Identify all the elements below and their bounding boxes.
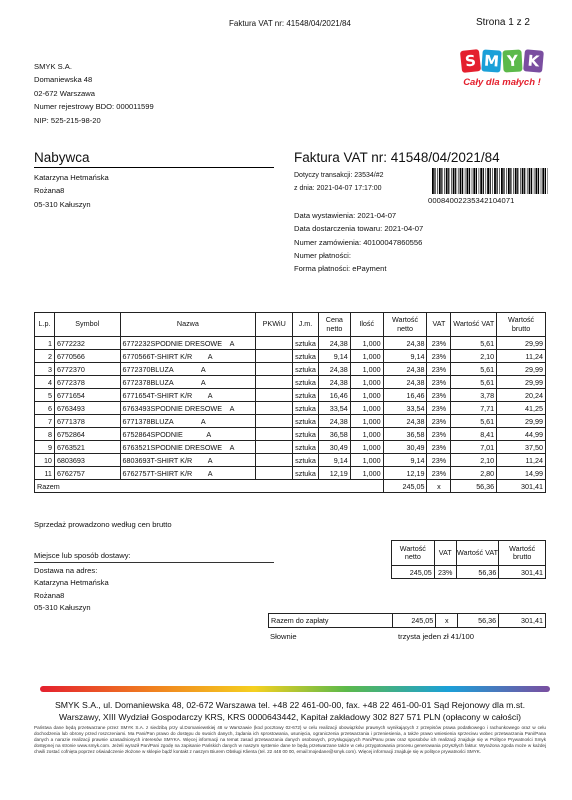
table-row (35, 454, 546, 467)
cell-unit-price: 16,46 (318, 389, 350, 402)
order-number: Numer zamówienia: 40100047860556 (294, 237, 423, 247)
items-total-net: 245,05 (383, 480, 427, 493)
cell-symbol: 6752864 (54, 428, 120, 441)
cell-gross-value: 20,24 (497, 389, 546, 402)
cell-gross-value: 37,50 (497, 441, 546, 454)
cell-unit-price: 30,49 (318, 441, 350, 454)
items-header-cell: Wartość brutto (497, 313, 546, 337)
cell-vat-value: 7,71 (451, 402, 497, 415)
cell-pkwiu (256, 402, 293, 415)
barcode-bar (499, 168, 500, 194)
invoice-title: Faktura VAT nr: 41548/04/2021/84 (294, 150, 500, 165)
barcode-bar (487, 168, 489, 194)
items-header-row (35, 313, 546, 337)
items-header-cell: J.m. (293, 313, 319, 337)
vat-summary-table (391, 540, 546, 579)
table-row (35, 363, 546, 376)
barcode-bar (462, 168, 463, 194)
table-row (35, 428, 546, 441)
cell-vat-rate: 23% (427, 415, 451, 428)
cell-unit-price: 9,14 (318, 454, 350, 467)
barcode-bar (506, 168, 507, 194)
privacy-fine-print: Państwa dane będą przetwarzane przez SMYK S.A. z siedzibą przy ul.Domaniewskiej 48 w Warszawie (kod pocztowy 02-672) w celu realizacji obowiązków prawnych wynikających z przepisów prawa podatkowego i rachunkowego oraz w celu dochodzenia lub obrony przed roszczeniami. Ma Pani/Pan prawo do dostępu do swoich danych, żądania ich sprostowania, usunięcia, ograniczenia przetwarzania i przeniesienia, a także prawo wniesienia sprzeciwu wobec przetwarzania Pani/Pana danych a narazie realizacji prawnie uzasadnionych interesów SMYKA. Więcej informacji na temat zasad przetwarzania danych osobowych, przysługujących Pani/Panu praw oraz sposobów ich realizacji znajduje się w Polityce Prywatności Smyk dostępnej na stronie www.smyk.com. Jeżeli wyraził Pan/Pani zgodę na zapisanie Pańskich danych w naszym systemie dane te będą przetwarzane także w celu przygotowania procesu generowania przyszłych faktur. Wyrażona zgoda może w każdej chwili zostać cofnięta poprzez oświadczenie złożone w sklepie bądź kontakt z naszym Biurem Obsługi Klienta (tel. 22 448 00 00, email:mojedane@smyk.com). Więcej informacji znajduje się w polityce prywatności SMYK. (34, 725, 546, 754)
barcode-bar (522, 168, 524, 194)
cell-net-value: 30,49 (383, 441, 427, 454)
barcode-bar (492, 168, 493, 194)
cell-unit: sztuka (293, 350, 319, 363)
cell-net-value: 16,46 (383, 389, 427, 402)
cell-net-value: 9,14 (383, 350, 427, 363)
cell-pkwiu (256, 415, 293, 428)
cell-net-value: 33,54 (383, 402, 427, 415)
page-indicator: Strona 1 z 2 (476, 17, 530, 28)
cell-quantity: 1,000 (350, 415, 383, 428)
barcode-bar (494, 168, 496, 194)
cell-vat-rate: 23% (427, 428, 451, 441)
invoice-transaction-block (294, 170, 384, 195)
cell-net-value: 24,38 (383, 376, 427, 389)
items-header-cell: PKWiU (256, 313, 293, 337)
cell-symbol: 6772370 (54, 363, 120, 376)
barcode-bar (536, 168, 538, 194)
items-header-cell: Wartość netto (383, 313, 427, 337)
items-total-vat: x (427, 480, 451, 493)
cell-unit: sztuka (293, 376, 319, 389)
items-total-vat-value: 56,36 (451, 480, 497, 493)
sales-note: Sprzedaż prowadzono według cen brutto (34, 520, 172, 529)
cell-gross-value: 11,24 (497, 454, 546, 467)
barcode-bar (545, 168, 546, 194)
cell-unit-price: 24,38 (318, 376, 350, 389)
cell-product-name: 6771654T-SHIRT K/R A (120, 389, 256, 402)
payment-method: Forma płatności: ePayment (294, 264, 387, 274)
buyer-block (34, 171, 109, 211)
cell-row-number: 3 (35, 363, 55, 376)
table-row (35, 402, 546, 415)
items-header-cell: Nazwa (120, 313, 256, 337)
logo-letter-s: S (460, 49, 481, 73)
delivery-street: Rożana8 (34, 590, 65, 600)
cell-gross-value: 44,99 (497, 428, 546, 441)
invoice-details (294, 209, 423, 275)
items-header-cell: VAT (427, 313, 451, 337)
barcode-bar (465, 168, 466, 194)
barcode-bar (510, 168, 511, 194)
buyer-title: Nabywca (34, 150, 90, 165)
logo-letter-y: Y (502, 50, 522, 73)
barcode-bar (524, 168, 525, 194)
delivery-city: 05-310 Kałuszyn (34, 602, 91, 612)
cell-pkwiu (256, 350, 293, 363)
cell-vat-rate: 23% (427, 467, 451, 480)
delivery-method: Dostawa na adres: (34, 566, 98, 575)
items-header-cell: L.p. (35, 313, 55, 337)
barcode-bar (448, 168, 449, 194)
table-row (35, 350, 546, 363)
cell-vat-value: 5,61 (451, 337, 497, 350)
table-row (35, 337, 546, 350)
cell-pkwiu (256, 467, 293, 480)
cell-product-name: 6763493SPODNIE DRESOWE A (120, 402, 256, 415)
cell-row-number: 7 (35, 415, 55, 428)
barcode-bar (444, 168, 445, 194)
items-header-cell: Ilość (350, 313, 383, 337)
table-row (35, 415, 546, 428)
cell-product-name: 6772370BLUZA A (120, 363, 256, 376)
vat-summary-net: 245,05 (392, 566, 435, 579)
barcode-bar (432, 168, 434, 194)
barcode-bar (486, 168, 487, 194)
cell-vat-value: 2,80 (451, 467, 497, 480)
issue-date: Data wystawienia: 2021-04-07 (294, 211, 397, 220)
barcode-bar (479, 168, 480, 194)
payment-total-gross: 301,41 (499, 614, 546, 628)
cell-net-value: 24,38 (383, 363, 427, 376)
cell-quantity: 1,000 (350, 389, 383, 402)
cell-row-number: 10 (35, 454, 55, 467)
cell-row-number: 2 (35, 350, 55, 363)
cell-symbol: 6762757 (54, 467, 120, 480)
barcode-bar (517, 168, 518, 194)
cell-symbol: 6803693 (54, 454, 120, 467)
items-table (34, 312, 546, 493)
cell-gross-value: 11,24 (497, 350, 546, 363)
cell-vat-rate: 23% (427, 337, 451, 350)
barcode (432, 168, 548, 194)
barcode-bar (497, 168, 498, 194)
cell-vat-rate: 23% (427, 389, 451, 402)
smyk-logo (452, 50, 552, 100)
cell-quantity: 1,000 (350, 337, 383, 350)
cell-gross-value: 29,99 (497, 415, 546, 428)
cell-vat-value: 2,10 (451, 350, 497, 363)
items-header-cell: Symbol (54, 313, 120, 337)
payment-total-vat-value: 56,36 (458, 614, 499, 628)
barcode-bar (501, 168, 503, 194)
cell-pkwiu (256, 454, 293, 467)
barcode-bar (472, 168, 473, 194)
cell-symbol: 6763521 (54, 441, 120, 454)
barcode-bar (451, 168, 452, 194)
vat-summary-gross: 301,41 (499, 566, 546, 579)
cell-gross-value: 29,99 (497, 376, 546, 389)
cell-net-value: 36,58 (383, 428, 427, 441)
logo-tagline: Cały dla małych ! (463, 77, 541, 88)
cell-unit-price: 12,19 (318, 467, 350, 480)
cell-gross-value: 29,99 (497, 337, 546, 350)
cell-vat-rate: 23% (427, 402, 451, 415)
cell-row-number: 5 (35, 389, 55, 402)
barcode-bar (467, 168, 469, 194)
cell-quantity: 1,000 (350, 350, 383, 363)
cell-unit: sztuka (293, 389, 319, 402)
seller-city: 02-672 Warszawa (34, 88, 95, 98)
cell-symbol: 6771378 (54, 415, 120, 428)
cell-product-name: 6752864SPODNIE A (120, 428, 256, 441)
color-stripe (40, 686, 550, 692)
cell-vat-rate: 23% (427, 454, 451, 467)
items-total-row (35, 480, 546, 493)
items-header-cell: Cena netto (318, 313, 350, 337)
payment-total-row (269, 614, 546, 628)
cell-unit-price: 24,38 (318, 415, 350, 428)
barcode-bar (473, 168, 475, 194)
table-row (35, 441, 546, 454)
delivery-date: Data dostarczenia towaru: 2021-04-07 (294, 224, 424, 234)
cell-pkwiu (256, 376, 293, 389)
barcode-bar (542, 168, 544, 194)
seller-name: SMYK S.A. (34, 62, 72, 71)
items-total-gross: 301,41 (497, 480, 546, 493)
seller-nip: NIP: 525-215-98-20 (34, 115, 101, 125)
barcode-bar (531, 168, 532, 194)
barcode-bar (441, 168, 442, 194)
barcode-bar (529, 168, 531, 194)
cell-gross-value: 41,25 (497, 402, 546, 415)
barcode-bar (515, 168, 517, 194)
delivery-divider (34, 562, 274, 563)
cell-net-value: 24,38 (383, 415, 427, 428)
cell-vat-value: 5,61 (451, 415, 497, 428)
cell-vat-rate: 23% (427, 350, 451, 363)
cell-quantity: 1,000 (350, 441, 383, 454)
payment-number: Numer płatności: (294, 250, 351, 260)
cell-pkwiu (256, 337, 293, 350)
cell-product-name: 6772378BLUZA A (120, 376, 256, 389)
cell-net-value: 9,14 (383, 454, 427, 467)
cell-unit-price: 24,38 (318, 337, 350, 350)
cell-net-value: 24,38 (383, 337, 427, 350)
barcode-bar (476, 168, 477, 194)
seller-bdo: Numer rejestrowy BDO: 000011599 (34, 102, 154, 112)
vat-summary-header-row (392, 541, 546, 566)
buyer-street: Rożana8 (34, 186, 65, 196)
items-total-label: Razem (35, 480, 384, 493)
cell-vat-value: 8,41 (451, 428, 497, 441)
barcode-bar (490, 168, 491, 194)
barcode-bar (455, 168, 456, 194)
vat-summary-row (392, 566, 546, 579)
cell-product-name: 6772232SPODNIE DRESOWE A (120, 337, 256, 350)
cell-net-value: 12,19 (383, 467, 427, 480)
header-invoice-title: Faktura VAT nr: 41548/04/2021/84 (229, 19, 351, 28)
amount-in-words: trzysta jeden zł 41/100 (398, 632, 474, 641)
barcode-bar (513, 168, 514, 194)
barcode-bar (460, 168, 462, 194)
cell-symbol: 6771654 (54, 389, 120, 402)
barcode-bar (541, 168, 542, 194)
delivery-block (34, 565, 109, 614)
cell-unit: sztuka (293, 402, 319, 415)
company-footer (34, 700, 546, 723)
cell-vat-value: 3,78 (451, 389, 497, 402)
cell-product-name: 6763521SPODNIE DRESOWE A (120, 441, 256, 454)
payment-total-vat: x (436, 614, 458, 628)
barcode-bar (483, 168, 484, 194)
cell-row-number: 9 (35, 441, 55, 454)
cell-unit: sztuka (293, 337, 319, 350)
amount-in-words-label: Słownie (270, 632, 297, 641)
cell-quantity: 1,000 (350, 363, 383, 376)
vat-summary-rate: 23% (434, 566, 456, 579)
barcode-bar (480, 168, 482, 194)
barcode-bar (469, 168, 470, 194)
barcode-bar (527, 168, 528, 194)
cell-gross-value: 14,99 (497, 467, 546, 480)
logo-letter-m: M (481, 49, 501, 72)
cell-row-number: 11 (35, 467, 55, 480)
barcode-bar (520, 168, 521, 194)
cell-unit: sztuka (293, 415, 319, 428)
delivery-title: Miejsce lub sposób dostawy: (34, 551, 131, 560)
vat-summary-vat: 56,36 (456, 566, 499, 579)
cell-symbol: 6772378 (54, 376, 120, 389)
cell-unit-price: 9,14 (318, 350, 350, 363)
cell-pkwiu (256, 363, 293, 376)
cell-unit-price: 24,38 (318, 363, 350, 376)
seller-block (34, 60, 154, 127)
payment-total-net: 245,05 (393, 614, 436, 628)
cell-symbol: 6772232 (54, 337, 120, 350)
footer-line-1: SMYK S.A., ul. Domaniewska 48, 02-672 Warszawa tel. +48 22 461-00-00, fax. +48 22 461-00-01 Sąd Rejonowy dla m.st. (54, 700, 526, 710)
cell-vat-value: 5,61 (451, 363, 497, 376)
vat-summary-header: Wartość netto (392, 541, 435, 566)
barcode-bar (508, 168, 510, 194)
barcode-bar (458, 168, 459, 194)
items-header-cell: Wartość VAT (451, 313, 497, 337)
cell-row-number: 1 (35, 337, 55, 350)
cell-quantity: 1,000 (350, 376, 383, 389)
cell-quantity: 1,000 (350, 454, 383, 467)
cell-unit: sztuka (293, 441, 319, 454)
barcode-bar (434, 168, 435, 194)
buyer-city: 05-310 Kałuszyn (34, 199, 91, 209)
cell-unit-price: 36,58 (318, 428, 350, 441)
cell-symbol: 6763493 (54, 402, 120, 415)
seller-street: Domaniewska 48 (34, 75, 93, 85)
vat-summary-header: VAT (434, 541, 456, 566)
cell-unit: sztuka (293, 428, 319, 441)
cell-product-name: 6803693T-SHIRT K/R A (120, 454, 256, 467)
cell-product-name: 6770566T-SHIRT K/R A (120, 350, 256, 363)
payment-total-table (268, 613, 546, 628)
cell-unit-price: 33,54 (318, 402, 350, 415)
cell-unit: sztuka (293, 467, 319, 480)
cell-pkwiu (256, 441, 293, 454)
cell-row-number: 6 (35, 402, 55, 415)
logo-letter-k: K (523, 49, 544, 73)
cell-pkwiu (256, 389, 293, 402)
cell-quantity: 1,000 (350, 402, 383, 415)
vat-summary-header: Wartość VAT (456, 541, 499, 566)
invoice-transaction: Dotyczy transakcji: 23534/#2 (294, 172, 384, 179)
cell-vat-value: 5,61 (451, 376, 497, 389)
cell-product-name: 6771378BLUZA A (120, 415, 256, 428)
table-row (35, 467, 546, 480)
cell-unit: sztuka (293, 454, 319, 467)
table-row (35, 389, 546, 402)
barcode-bar (534, 168, 535, 194)
cell-vat-rate: 23% (427, 376, 451, 389)
table-row (35, 376, 546, 389)
cell-product-name: 6762757T-SHIRT K/R A (120, 467, 256, 480)
cell-row-number: 8 (35, 428, 55, 441)
cell-vat-rate: 23% (427, 363, 451, 376)
cell-quantity: 1,000 (350, 467, 383, 480)
cell-vat-value: 7,01 (451, 441, 497, 454)
buyer-name: Katarzyna Hetmańska (34, 173, 109, 182)
cell-vat-value: 2,10 (451, 454, 497, 467)
barcode-bar (538, 168, 539, 194)
payment-total-label: Razem do zapłaty (269, 614, 393, 628)
cell-gross-value: 29,99 (497, 363, 546, 376)
barcode-bar (503, 168, 504, 194)
barcode-bar (439, 168, 441, 194)
barcode-bar (446, 168, 448, 194)
cell-unit: sztuka (293, 363, 319, 376)
delivery-name: Katarzyna Hetmańska (34, 578, 109, 588)
barcode-bar (453, 168, 455, 194)
barcode-number: 00084002235342104071 (428, 196, 515, 205)
cell-quantity: 1,000 (350, 428, 383, 441)
footer-line-2: Warszawy, XIII Wydział Gospodarczy KRS, KRS 0000643442, Kapitał zakładowy 302 827 571 PLN (opłacony w całości) (58, 711, 522, 722)
buyer-divider (34, 167, 274, 168)
cell-row-number: 4 (35, 376, 55, 389)
cell-symbol: 6770566 (54, 350, 120, 363)
vat-summary-header: Wartość brutto (499, 541, 546, 566)
cell-vat-rate: 23% (427, 441, 451, 454)
cell-pkwiu (256, 428, 293, 441)
barcode-bar (437, 168, 438, 194)
invoice-transaction-date: z dnia: 2021-04-07 17:17:00 (294, 184, 382, 192)
